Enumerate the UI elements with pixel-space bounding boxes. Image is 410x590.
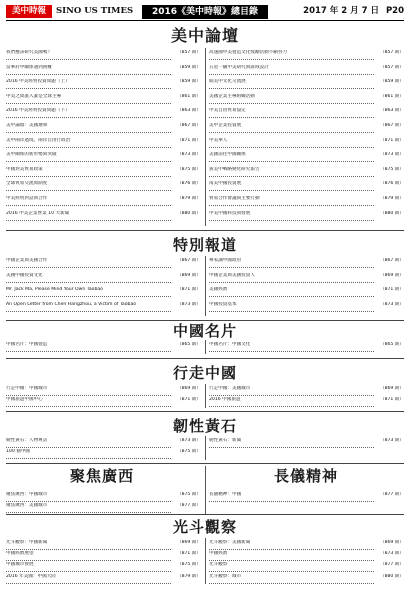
toc-entry-title: 中國經濟展望 <box>6 551 34 557</box>
toc-entry-issue: （875 期） <box>176 166 201 172</box>
dot-leader <box>209 549 374 550</box>
toc-entry[interactable] <box>209 273 404 284</box>
toc-entry-title: 中國企業與美國合作 <box>6 258 48 263</box>
toc-entry-issue: （871 期） <box>379 397 404 403</box>
toc-entry-title: 行走中國：美國城市 <box>209 386 251 391</box>
section-title-zhongguo: 中國名片 <box>172 322 237 340</box>
toc-entry[interactable] <box>6 108 201 119</box>
toc-entry-issue: （867 期） <box>379 258 404 263</box>
toc-entry[interactable] <box>6 449 201 460</box>
dot-leader <box>209 282 374 283</box>
dot-leader <box>209 205 374 206</box>
dot-leader <box>6 205 171 206</box>
toc-entry[interactable] <box>209 123 404 134</box>
dot-leader <box>6 560 171 561</box>
toc-entry[interactable] <box>6 181 201 192</box>
toc-entry[interactable] <box>209 302 404 313</box>
dot-leader <box>209 351 374 352</box>
dot-leader <box>209 267 374 268</box>
toc-entry-title: 聚焦廣西：中國城市 <box>6 492 48 497</box>
toc-entry-issue: （873 期） <box>379 301 404 307</box>
toc-entry[interactable] <box>209 79 404 90</box>
toc-entry-title: 中美華人 <box>209 137 228 143</box>
dot-leader <box>209 147 374 148</box>
toc-entry[interactable] <box>6 138 201 149</box>
dot-leader <box>6 296 171 297</box>
toc-entry-title: 中國經濟 <box>209 551 228 557</box>
toc-entry-title: 中國名片：中國文化 <box>209 342 251 347</box>
toc-entry-title: 當華府中關係遇到困難 <box>6 64 52 70</box>
toc-entry[interactable] <box>6 123 201 134</box>
section-title-tebie: 特別報道 <box>172 236 237 254</box>
toc-entry[interactable] <box>6 386 201 397</box>
toc-entry-title: 中美自由貿易協定 <box>209 108 246 114</box>
section-rule <box>6 514 404 515</box>
brand-name: SINO US TIMES <box>56 6 134 16</box>
dot-leader <box>6 282 171 283</box>
toc-entry-issue: （871 期） <box>176 287 201 293</box>
toc-entry[interactable] <box>209 181 404 192</box>
toc-entry[interactable] <box>6 94 201 105</box>
dot-leader <box>209 296 374 297</box>
toc-entry[interactable] <box>6 562 201 573</box>
toc-entry-issue: （859 期） <box>176 79 201 85</box>
toc-entry-issue: （869 期） <box>176 540 201 545</box>
toc-entry-title: 中美之間誰入誰是全球主導 <box>6 93 62 99</box>
column-divider <box>205 436 206 460</box>
toc-entry-title: 美國企業主導組織活動 <box>209 93 255 99</box>
toc-entry-issue: （857 期） <box>379 50 404 55</box>
toc-entry-issue: （867 期） <box>176 123 201 128</box>
dot-leader <box>209 501 374 502</box>
toc-entry-issue: （865 期） <box>176 342 201 347</box>
toc-entry[interactable] <box>209 196 404 207</box>
dot-leader <box>209 190 374 191</box>
dot-leader <box>209 395 374 396</box>
issue-date: 2017 年 2 月 7 日 <box>303 6 379 16</box>
column-divider <box>205 384 206 408</box>
section-title-xingzou: 行走中國 <box>172 364 237 382</box>
dot-leader <box>209 132 374 133</box>
dot-leader <box>209 583 374 584</box>
section-title-guangdou: 光斗觀察 <box>172 518 237 536</box>
toc-entry-title: An Open Letter from Chen Hangzhou, a Victim of Taobao <box>6 301 137 307</box>
toc-entry[interactable] <box>209 287 404 298</box>
toc-entry[interactable] <box>6 438 201 449</box>
masthead <box>6 5 404 19</box>
dot-leader <box>6 583 171 584</box>
toc-entry-issue: （876 期） <box>379 181 404 187</box>
section-rule <box>6 230 404 231</box>
toc-entry-title: 美中企業投資展 <box>209 123 242 128</box>
toc-entry-issue: （879 期） <box>176 196 201 201</box>
dot-leader <box>6 117 171 118</box>
toc-entry[interactable] <box>6 551 201 562</box>
toc-entry-title: 中國投資基本 <box>209 301 237 307</box>
dot-leader <box>6 571 171 572</box>
toc-entry-issue: （869 期） <box>379 540 404 545</box>
dot-leader <box>6 147 171 148</box>
toc-entry-issue: （863 期） <box>379 108 404 114</box>
dot-leader <box>6 267 171 268</box>
page-number: P20 <box>385 6 404 16</box>
toc-entry-issue: （869 期） <box>176 272 201 278</box>
toc-entry-title: 美中論壇：美國選舉 <box>6 123 48 128</box>
toc-entry[interactable] <box>209 211 404 222</box>
toc-entry-issue: （859 期） <box>379 79 404 85</box>
section-rule <box>6 358 404 359</box>
toc-entry-issue: （873 期） <box>176 152 201 158</box>
section-title-meizhong: 美中論壇 <box>170 26 239 45</box>
toc-entry-issue: （875 期） <box>176 562 201 568</box>
toc-entry-issue: （871 期） <box>176 551 201 557</box>
toc-entry-title: 開美中文化交流展 <box>209 79 246 85</box>
dot-leader <box>6 406 171 407</box>
toc-entry-title: 光斗觀察：美國新聞 <box>209 540 251 545</box>
dot-leader <box>6 220 171 221</box>
toc-entry[interactable] <box>6 574 201 585</box>
toc-entry-title: 貿易合作會議與主要行動 <box>209 196 260 201</box>
toc-entry-title: 高速國中美製造文化獎勵活動不斷努力 <box>209 50 288 55</box>
column-divider <box>205 48 206 226</box>
toc-entry[interactable] <box>209 65 404 76</box>
toc-entry-issue: （857 期） <box>176 50 201 55</box>
toc-entry-title: 五星一級中美研究與區域設計 <box>209 64 269 70</box>
toc-entry-title: 美中兩岸過境。兩岸自由行政治 <box>6 137 71 143</box>
dot-leader <box>6 132 171 133</box>
toc-entry-title: 專家講中國政府 <box>209 258 242 263</box>
dot-leader <box>209 59 374 60</box>
toc-entry-title: 中國企業與美國投資人 <box>209 272 255 278</box>
toc-entry-title: 全球貿易交流與制度 <box>6 181 48 187</box>
section-rule <box>6 411 404 412</box>
toc-entry-issue: （873 期） <box>176 438 201 443</box>
dot-leader <box>6 103 171 104</box>
dot-leader <box>6 59 171 60</box>
toc-entry-issue: （873 期） <box>379 551 404 557</box>
toc-entry[interactable] <box>209 386 404 397</box>
dot-leader <box>209 447 374 448</box>
toc-entry[interactable] <box>6 152 201 163</box>
dot-leader <box>209 117 374 118</box>
toc-entry[interactable] <box>209 152 404 163</box>
toc-entry[interactable] <box>209 342 404 353</box>
toc-entry-title: 中國城市發展 <box>6 562 34 568</box>
toc-entry-issue: （875 期） <box>176 492 201 497</box>
section-rule <box>6 463 404 464</box>
toc-entry-issue: （867 期） <box>379 123 404 128</box>
toc-entry-title: 2016 中美經貿投資問題（上） <box>6 79 70 85</box>
dot-leader <box>209 220 374 221</box>
dot-leader <box>209 406 374 407</box>
toc-entry-title: 中國對美貿易政策 <box>6 166 43 172</box>
toc-entry-title: 中國名片：中國製造 <box>6 342 48 347</box>
dot-leader <box>209 88 374 89</box>
section-title-jujiao: 聚焦廣西 <box>69 467 134 485</box>
dot-leader <box>6 161 171 162</box>
dot-leader <box>6 190 171 191</box>
toc-entry-issue: （880 期） <box>176 210 201 216</box>
toc-entry-issue: （873 期） <box>379 152 404 158</box>
toc-entry-issue: （871 期） <box>379 287 404 293</box>
toc-entry-issue: （871 期） <box>176 137 201 143</box>
toc-entry-title: 2016 中國旅遊 <box>209 397 241 403</box>
toc-entry-title: 美國前往中國關係 <box>209 152 246 158</box>
toc-entry-title: 2016 中美企業營業 10 大新聞 <box>6 210 70 216</box>
issue-title: 2016《美中時報》總目錄 <box>142 5 268 19</box>
toc-entry-issue: （869 期） <box>176 386 201 391</box>
toc-entry-issue: （869 期） <box>379 272 404 278</box>
column-divider <box>205 538 206 584</box>
toc-entry-title: 2016 中美經貿投資問題（下） <box>6 108 70 114</box>
toc-entry-issue: （859 期） <box>176 64 201 70</box>
dot-leader <box>6 458 171 459</box>
toc-entry[interactable] <box>6 258 201 269</box>
dot-leader <box>209 103 374 104</box>
toc-entry[interactable] <box>6 196 201 207</box>
toc-entry-title: 我們應該研究美國嗎？ <box>6 50 52 55</box>
toc-entry-issue: （875 期） <box>176 449 201 455</box>
toc-entry-title: 美國經濟 <box>209 287 228 293</box>
dot-leader <box>6 351 171 352</box>
toc-entry[interactable] <box>209 94 404 105</box>
dot-leader <box>6 395 171 396</box>
dot-leader <box>6 549 171 550</box>
toc-entry[interactable] <box>209 551 404 562</box>
toc-entry-title: 光斗觀察：城市 <box>209 573 242 579</box>
section-rule <box>6 320 404 321</box>
dot-leader <box>209 74 374 75</box>
toc-entry[interactable] <box>209 397 404 408</box>
toc-entry-title: 長儀精神：中國 <box>209 492 242 497</box>
dot-leader <box>6 447 171 448</box>
toc-entry[interactable] <box>209 258 404 269</box>
dot-leader <box>6 311 171 312</box>
dot-leader <box>209 311 374 312</box>
column-divider <box>205 466 206 514</box>
toc-entry[interactable] <box>209 492 404 503</box>
toc-entry-issue: （857 期） <box>379 64 404 70</box>
toc-entry-issue: （865 期） <box>379 342 404 347</box>
toc-entry-issue: （863 期） <box>176 108 201 114</box>
toc-entry-issue: （875 期） <box>379 166 404 172</box>
dot-leader <box>209 560 374 561</box>
toc-entry[interactable] <box>6 79 201 90</box>
toc-entry-issue: （877 期） <box>379 492 404 497</box>
toc-entry-issue: （877 期） <box>176 503 201 509</box>
toc-entry-title: 光斗觀察 <box>209 562 228 568</box>
toc-entry[interactable] <box>209 562 404 573</box>
toc-entry-title: 100 個中國 <box>6 449 31 455</box>
toc-entry-issue: （873 期） <box>379 438 404 443</box>
toc-entry-title: 中國旅遊中國中心 <box>6 397 43 403</box>
toc-entry[interactable] <box>6 540 201 551</box>
toc-entry-title: 南美中國投資展 <box>209 181 242 187</box>
toc-entry-title: 中美中國科技與發展 <box>209 210 251 216</box>
toc-entry[interactable] <box>209 574 404 585</box>
newspaper-logo: 美中時報 <box>6 5 52 18</box>
toc-entry[interactable] <box>209 540 404 551</box>
header-rule <box>6 20 404 21</box>
dot-leader <box>6 176 171 177</box>
toc-entry[interactable] <box>209 108 404 119</box>
toc-entry-issue: （880 期） <box>379 210 404 216</box>
toc-entry-title: 美中關係的新形勢與突破 <box>6 152 57 158</box>
toc-entry-title: 美國中國投資文化 <box>6 272 43 278</box>
toc-entry-title: 中美經貿對話與合作 <box>6 196 48 201</box>
dot-leader <box>6 74 171 75</box>
toc-entry-issue: （867 期） <box>176 258 201 263</box>
section-title-changqing: 長儀精神 <box>273 467 338 485</box>
toc-entry-issue: （879 期） <box>176 573 201 579</box>
toc-entry[interactable] <box>6 302 201 313</box>
toc-entry-title: Mr. Jack Ma, Please Mind Your Own Taobao <box>6 287 103 293</box>
section-title-renxing: 韌性黃石 <box>172 417 237 435</box>
toc-entry-issue: （876 期） <box>176 181 201 187</box>
toc-entry-title: 黃美中戰略變化研究報告 <box>209 166 260 172</box>
toc-entry-title: 聚焦廣西：美國城市 <box>6 503 48 509</box>
toc-entry-issue: （880 期） <box>379 573 404 579</box>
toc-entry[interactable] <box>6 287 201 298</box>
toc-entry-issue: （861 期） <box>379 93 404 99</box>
toc-entry[interactable] <box>6 211 201 222</box>
toc-entry-title: 韌性黃石：人物專訪 <box>6 438 48 443</box>
toc-entry-issue: （879 期） <box>379 196 404 201</box>
toc-entry[interactable] <box>6 50 201 61</box>
toc-entry[interactable] <box>6 397 201 408</box>
dot-leader <box>209 176 374 177</box>
column-divider <box>205 340 206 354</box>
toc-entry[interactable] <box>209 138 404 149</box>
toc-entry-title: 行走中國：中國城市 <box>6 386 48 391</box>
toc-entry[interactable] <box>6 492 201 503</box>
toc-entry-title: 光斗觀察：中國新聞 <box>6 540 48 545</box>
date-page-info <box>303 5 404 18</box>
toc-entry-title: 韌性黃石：新聞 <box>209 438 242 443</box>
toc-entry-issue: （873 期） <box>176 301 201 307</box>
toc-entry[interactable] <box>209 50 404 61</box>
toc-entry-issue: （861 期） <box>176 93 201 99</box>
toc-entry[interactable] <box>6 273 201 284</box>
toc-entry[interactable] <box>6 342 201 353</box>
toc-entry[interactable] <box>6 503 201 514</box>
toc-entry-issue: （871 期） <box>176 397 201 403</box>
dot-leader <box>209 571 374 572</box>
toc-entry[interactable] <box>209 438 404 449</box>
column-divider <box>205 256 206 316</box>
dot-leader <box>6 88 171 89</box>
toc-entry[interactable] <box>6 167 201 178</box>
dot-leader <box>6 501 171 502</box>
toc-entry[interactable] <box>209 167 404 178</box>
dot-leader <box>209 161 374 162</box>
toc-entry[interactable] <box>6 65 201 76</box>
toc-entry-issue: （869 期） <box>379 386 404 391</box>
toc-entry-title: 2016 年美國：中國大陸 <box>6 573 56 579</box>
toc-entry-issue: （877 期） <box>379 562 404 568</box>
toc-entry-issue: （871 期） <box>379 137 404 143</box>
